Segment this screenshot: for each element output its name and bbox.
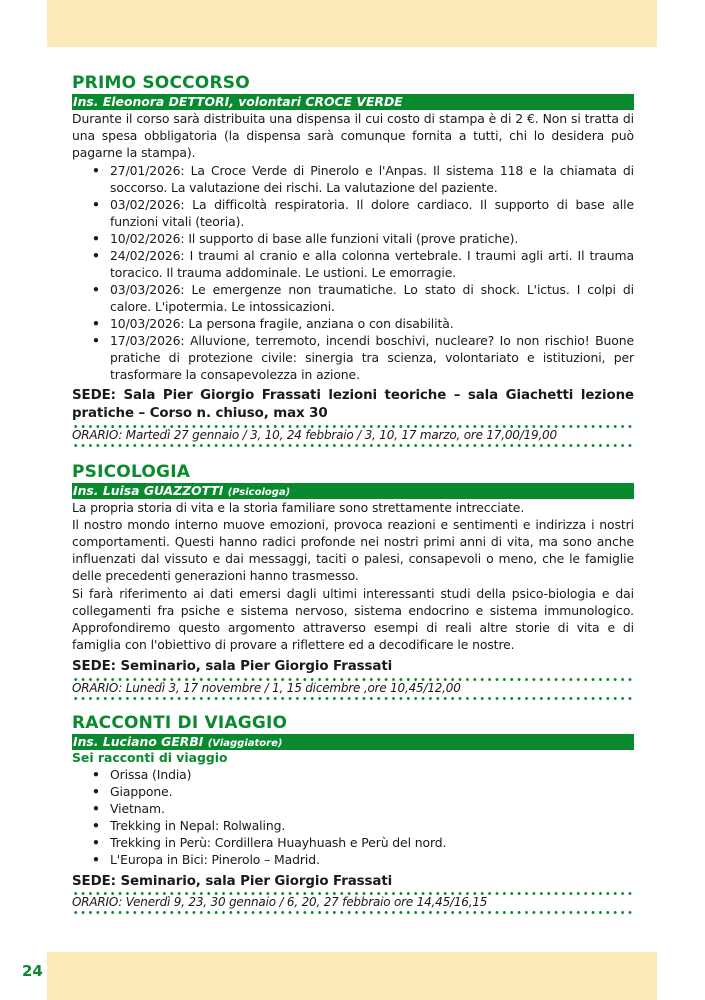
bullet-icon: •	[92, 783, 100, 799]
course-location: SEDE: Seminario, sala Pier Giorgio Frassati	[72, 873, 393, 889]
list-item-text: 10/02/2026: Il supporto di base alle funzioni vitali (prove pratiche).	[110, 230, 519, 246]
bullet-icon: •	[92, 230, 100, 246]
list-item-text: Trekking in Nepal: Rolwaling.	[110, 817, 286, 833]
list-item	[92, 247, 634, 281]
page-content	[72, 72, 634, 914]
course-location: SEDE: Sala Pier Giorgio Frassati lezioni teoriche – sala Giachetti lezione pratiche – Corso n. chiuso, max 30	[72, 387, 634, 422]
bullet-icon: •	[92, 162, 100, 178]
teacher-name: Ins. Eleonora DETTORI, volontari CROCE VERDE	[73, 94, 403, 109]
list-item-text: 17/03/2026: Alluvione, terremoto, incendi boschivi, nucleare? Io non rischio! Buone pratiche di protezione civile: sinergia tra scienza, volontariato e istituzioni, per trasformare la consapevolezza in azione.	[110, 332, 634, 382]
course-subheading: Sei racconti di viaggio	[72, 749, 228, 765]
teacher-role: (Viaggiatore)	[207, 737, 283, 749]
list-item-text: 03/03/2026: Le emergenze non traumatiche. Lo stato di shock. L'ictus. I colpi di calore. L'ipotermia. Le intossicazioni.	[110, 281, 634, 314]
course-location: SEDE: Seminario, sala Pier Giorgio Frassati	[72, 659, 393, 675]
course-paragraph: Si farà riferimento ai dati emersi dagli ultimi interessanti studi della psico-biologia e dai collegamenti fra psiche e sistema nervoso, sistema endocrino e sistema immunologico. Approfondiremo questo argomento attraverso esempi di reali altre storie di vita e di famiglia con l'obiettivo di provare a riflettere ed a decodificare le nostre.	[72, 585, 634, 653]
list-item	[92, 834, 634, 851]
list-item	[92, 817, 634, 834]
bullet-icon: •	[92, 247, 100, 263]
bullet-icon: •	[92, 800, 100, 816]
dotted-divider	[72, 444, 634, 447]
bullet-icon: •	[92, 834, 100, 850]
list-item	[92, 800, 634, 817]
list-item-text: 03/02/2026: La difficoltà respiratoria. Il dolore cardiaco. Il supporto di base alle funzioni vitali (teoria).	[110, 196, 634, 229]
list-item	[92, 196, 634, 230]
teacher-name: Ins. Luisa GUAZZOTTI	[73, 482, 224, 498]
dotted-divider	[72, 697, 634, 700]
section-primo-soccorso	[72, 72, 634, 447]
bullet-icon: •	[92, 315, 100, 331]
teacher-bar	[72, 94, 634, 110]
list-item	[92, 162, 634, 196]
lesson-list	[72, 162, 634, 383]
list-item-text: 10/03/2026: La persona fragile, anziana o con disabilità.	[110, 315, 454, 331]
list-item	[92, 315, 634, 332]
bullet-icon: •	[92, 766, 100, 782]
bullet-icon: •	[92, 817, 100, 833]
bullet-icon: •	[92, 281, 100, 297]
list-item	[92, 230, 634, 247]
list-item-text: L'Europa in Bici: Pinerolo – Madrid.	[110, 851, 320, 867]
section-title: PRIMO SOCCORSO	[72, 73, 250, 93]
course-schedule: ORARIO: Martedì 27 gennaio / 3, 10, 24 febbraio / 3, 10, 17 marzo, ore 17,00/19,00	[72, 427, 557, 442]
teacher-role: (Psicologa)	[227, 486, 291, 498]
list-item	[92, 766, 634, 783]
bottom-decorative-band	[47, 952, 657, 1000]
section-psicologia	[72, 461, 634, 700]
teacher-bar	[72, 483, 634, 499]
list-item-text: Vietnam.	[110, 800, 165, 816]
section-title: RACCONTI DI VIAGGIO	[72, 712, 288, 733]
top-decorative-band	[47, 0, 657, 47]
teacher-bar	[72, 734, 634, 750]
course-intro: Durante il corso sarà distribuita una dispensa il cui costo di stampa è di 2 €. Non si tratta di una spesa obbligatoria (la dispensa sarà comunque fornita a tutti, chi lo desidera può pagarne la stampa).	[72, 111, 634, 161]
list-item-text: 27/01/2026: La Croce Verde di Pinerolo e l'Anpas. Il sistema 118 e la chiamata di soccorso. La valutazione dei rischi. La valutazione del paziente.	[110, 162, 634, 195]
list-item-text: Trekking in Perù: Cordillera Huayhuash e Perù del nord.	[110, 834, 447, 850]
list-item	[92, 783, 634, 800]
list-item-text: Orissa (India)	[110, 766, 192, 782]
bullet-icon: •	[92, 851, 100, 867]
course-schedule: ORARIO: Lunedì 3, 17 novembre / 1, 15 dicembre ,ore 10,45/12,00	[72, 680, 461, 695]
page-number: 24	[22, 962, 43, 980]
bullet-icon: •	[92, 332, 100, 348]
list-item-text: Giappone.	[110, 783, 173, 799]
list-item	[92, 332, 634, 383]
section-racconti-di-viaggio	[72, 712, 634, 915]
list-item	[92, 281, 634, 315]
section-title: PSICOLOGIA	[72, 461, 191, 482]
list-item	[92, 851, 634, 868]
list-item-text: 24/02/2026: I traumi al cranio e alla colonna vertebrale. I traumi agli arti. Il trauma toracico. Il trauma addominale. Le ustioni. Le emorragie.	[110, 247, 634, 280]
teacher-name: Ins. Luciano GERBI	[73, 733, 204, 749]
course-schedule: ORARIO: Venerdì 9, 23, 30 gennaio / 6, 20, 27 febbraio ore 14,45/16,15	[72, 895, 488, 910]
topic-list	[72, 766, 634, 868]
bullet-icon: •	[92, 196, 100, 212]
course-paragraph: Il nostro mondo interno muove emozioni, provoca reazioni e sentimenti e indirizza i nostri comportamenti. Questi hanno radici profonde nei nostri primi anni di vita, ma sono anche influenzati dal vissuto e dai messaggi, taciti o palesi, consapevoli o meno, che le famiglie delle precedenti generazioni hanno trasmesso.	[72, 516, 634, 584]
dotted-divider	[72, 911, 634, 914]
course-paragraph: La propria storia di vita e la storia familiare sono strettamente intrecciate.	[72, 499, 525, 515]
